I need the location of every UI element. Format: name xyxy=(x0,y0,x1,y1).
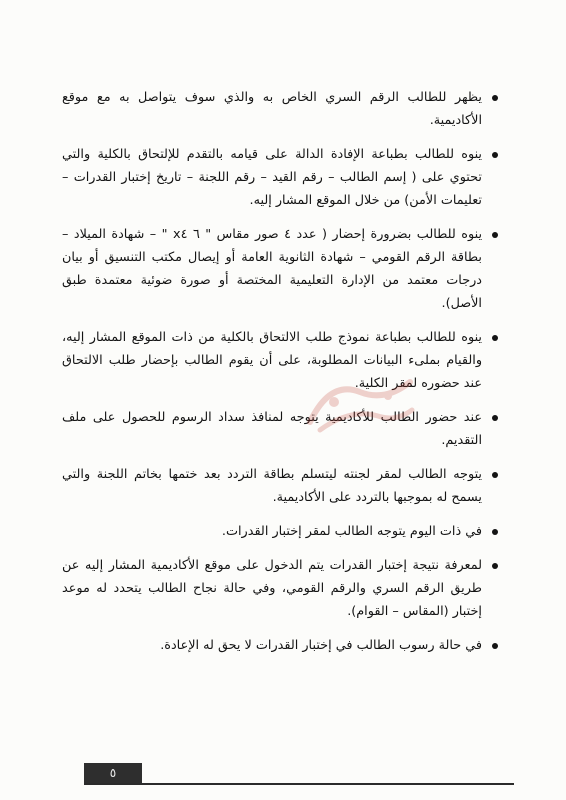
list-item xyxy=(62,520,494,543)
footer-divider xyxy=(84,783,514,785)
list-item-text: يتوجه الطالب لمقر لجنته ليتسلم بطاقة التردد بعد ختمها بخاتم اللجنة والتي يسمح له بموجبها بالتردد على الأكاديمية. xyxy=(62,467,482,505)
list-item xyxy=(62,634,494,657)
list-item-text: في ذات اليوم يتوجه الطالب لمقر إختبار القدرات. xyxy=(221,524,482,539)
list-item xyxy=(62,406,494,452)
list-item-text: لمعرفة نتيجة إختبار القدرات يتم الدخول على موقع الأكاديمية المشار إليه عن طريق الرقم السري والرقم القومي، وفي حالة نجاح الطالب يتحدد له موعد إختبار (المقاس – القوام). xyxy=(62,558,482,619)
bullet-icon xyxy=(492,529,498,535)
list-item xyxy=(62,143,494,212)
bullet-icon xyxy=(492,335,498,341)
bullet-icon xyxy=(492,232,498,238)
bullet-icon xyxy=(492,472,498,478)
bullet-icon xyxy=(492,563,498,569)
list-item xyxy=(62,463,494,509)
page-number: ٥ xyxy=(84,763,142,783)
bullet-icon xyxy=(492,643,498,649)
bullet-icon xyxy=(492,415,498,421)
document-body xyxy=(62,86,494,668)
list-item xyxy=(62,223,494,315)
list-item-text: عند حضور الطالب للأكاديمية يتوجه لمنافذ سداد الرسوم للحصول على ملف التقديم. xyxy=(62,410,482,448)
bullet-icon xyxy=(492,95,498,101)
bullet-list xyxy=(62,86,494,657)
bullet-icon xyxy=(492,152,498,158)
list-item-text: في حالة رسوب الطالب في إختبار القدرات لا يحق له الإعادة. xyxy=(160,638,482,653)
list-item xyxy=(62,326,494,395)
list-item-text: ينوه للطالب بطباعة نموذج طلب الالتحاق بالكلية من ذات الموقع المشار إليه، والقيام بملىء البيانات المطلوبة، على أن يقوم الطالب بإحضار طلب الالتحاق عند حضوره لمقر الكلية. xyxy=(62,330,482,391)
list-item-text: ينوه للطالب بضرورة إحضار ( عدد ٤ صور مقاس " ٦ x٤ " – شهادة الميلاد – بطاقة الرقم القومي – شهادة الثانوية العامة أو إيصال مكتب التنسيق أو بيان درجات معتمد من الإدارة التعليمية المختصة أو صورة ضوئية معتمدة طبق الأصل). xyxy=(62,227,483,311)
list-item xyxy=(62,554,494,623)
list-item xyxy=(62,86,494,132)
list-item-text: ينوه للطالب بطباعة الإفادة الدالة على قيامه بالتقدم للإلتحاق بالكلية والتي تحتوي على ( إسم الطالب – رقم القيد – رقم اللجنة – تاريخ إختبار القدرات – تعليمات الأمن) من خلال الموقع المشار إليه. xyxy=(62,147,482,208)
list-item-text: يظهر للطالب الرقم السري الخاص به والذي سوف يتواصل به مع موقع الأكاديمية. xyxy=(62,90,482,128)
